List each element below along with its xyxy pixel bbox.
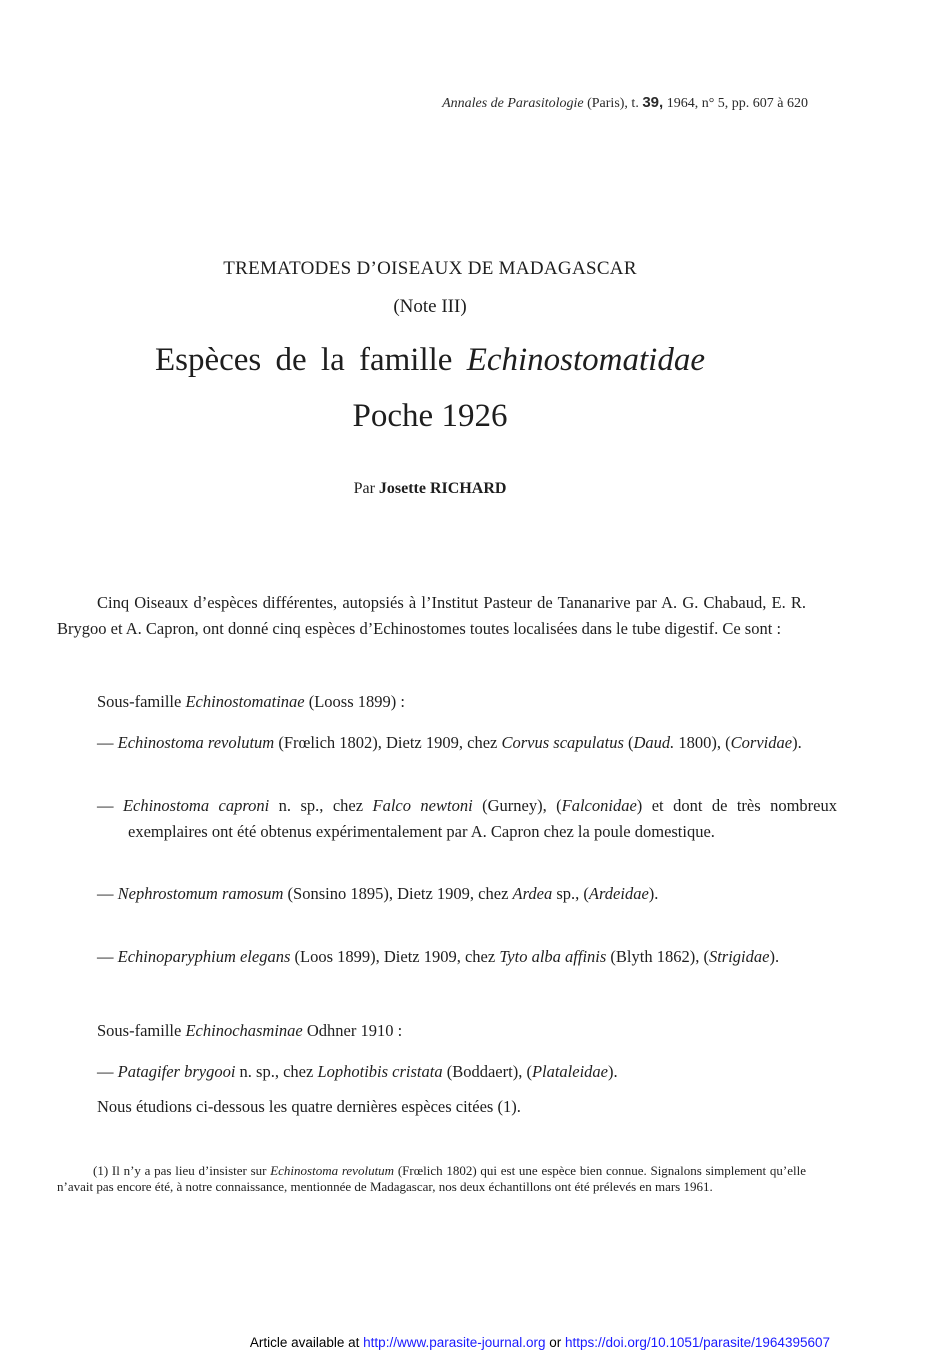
species-text: ). xyxy=(608,1062,618,1081)
species-text: 1800), ( xyxy=(674,733,731,752)
title-prefix: Espèces de la famille xyxy=(154,342,467,378)
species-name: Echinostoma revolutum xyxy=(117,733,275,752)
subfamily-suffix: (Looss 1899) : xyxy=(304,692,405,711)
species-text: (Blyth 1862), ( xyxy=(606,947,709,966)
note-label: (Note III) xyxy=(393,296,467,317)
journal-header xyxy=(442,94,808,112)
footnote-text: (1) Il n’y a pas lieu d’insister sur xyxy=(93,1163,271,1178)
journal-name: Annales de Parasitologie xyxy=(442,96,584,111)
host-name: Falco newtoni xyxy=(372,796,473,815)
author-name: Josette RICHARD xyxy=(378,480,507,497)
series-title: TREMATODES D’OISEAUX DE MADAGASCAR xyxy=(223,258,637,279)
host-name: Ardea xyxy=(512,884,553,903)
byline xyxy=(0,480,860,498)
dash: — xyxy=(97,884,118,903)
footer-or: or xyxy=(545,1335,566,1350)
host-family: Corvidae xyxy=(730,733,793,752)
journal-link[interactable]: http://www.parasite-journal.org xyxy=(363,1335,546,1350)
species-text: ). xyxy=(769,947,780,966)
conclusion-paragraph: Nous étudions ci-dessous les quatre dernières espèces citées (1). xyxy=(97,1097,521,1116)
journal-place: (Paris), t. xyxy=(583,96,643,111)
species-name: Patagifer brygooi xyxy=(117,1062,236,1081)
host-family: Ardeidae xyxy=(588,884,649,903)
dash: — xyxy=(97,947,118,966)
species-text: (Boddaert), ( xyxy=(442,1062,532,1081)
title-family: Echinostomatidae xyxy=(466,342,705,378)
species-text: (Gurney), ( xyxy=(472,796,562,815)
species-text: (Loos 1899), Dietz 1909, chez xyxy=(290,947,500,966)
host-family: Plataleidae xyxy=(531,1062,609,1081)
footnote-text: (Frœlich 1802) qui est une espèce bien connue. Signalons simplement qu’elle n’avait pas encore été, à notre connaissance, mentionnée de Madagascar, nos deux échantillons ont été prélevés en mars 1961. xyxy=(57,1163,806,1194)
host-family: Falconidae xyxy=(561,796,637,815)
dash: — xyxy=(97,733,118,752)
page-subtitle: Poche 1926 xyxy=(352,398,508,434)
host-name: Lophotibis cristata xyxy=(317,1062,443,1081)
species-text: sp., ( xyxy=(552,884,589,903)
species-text: ) et dont de très nombreux exemplaires ont été obtenus expérimentalement par A. Capron chez la poule domestique. xyxy=(128,796,837,841)
footnote-species: Echinostoma revolutum xyxy=(270,1163,395,1178)
species-text: (Sonsino 1895), Dietz 1909, chez xyxy=(283,884,513,903)
species-text: ). xyxy=(792,733,802,752)
species-text: n. sp., chez xyxy=(235,1062,318,1081)
species-name: Echinoparyphium elegans xyxy=(117,947,291,966)
subfamily-prefix: Sous-famille xyxy=(97,1021,186,1040)
dash: — xyxy=(97,1062,118,1081)
doi-link[interactable]: https://doi.org/10.1051/parasite/1964395607 xyxy=(565,1335,830,1350)
page-title xyxy=(0,342,860,379)
species-item xyxy=(97,1059,837,1085)
journal-volume: 39, xyxy=(642,94,664,111)
host-author: Daud. xyxy=(633,733,675,752)
journal-issue: 1964, n° 5, pp. 607 à 620 xyxy=(663,96,808,111)
subfamily-suffix: Odhner 1910 : xyxy=(302,1021,403,1040)
subfamily-name: Echinochasminae xyxy=(185,1021,303,1040)
footnote xyxy=(57,1163,806,1195)
species-item xyxy=(97,944,837,970)
intro-paragraph: Cinq Oiseaux d’espèces différentes, autopsiés à l’Institut Pasteur de Tananarive par A. G. Chabaud, E. R. Brygoo et A. Capron, ont donné cinq espèces d’Echinostomes toutes localisées dans le tube digestif. Ce sont : xyxy=(57,593,806,638)
host-family: Strigidae xyxy=(708,947,770,966)
article-availability xyxy=(250,1335,830,1350)
species-text: (Frœlich 1802), Dietz 1909, chez xyxy=(274,733,502,752)
subfamily-prefix: Sous-famille xyxy=(97,692,186,711)
species-item xyxy=(97,730,837,756)
species-item xyxy=(97,793,837,845)
species-name: Echinostoma caproni xyxy=(122,796,270,815)
footer-prefix: Article available at xyxy=(249,1335,364,1350)
species-text: ( xyxy=(623,733,634,752)
subfamily-heading xyxy=(97,692,405,712)
host-name: Tyto alba affinis xyxy=(499,947,607,966)
subfamily-heading xyxy=(97,1021,402,1041)
byline-par: Par xyxy=(353,480,379,497)
species-text: n. sp., chez xyxy=(269,796,373,815)
subfamily-name: Echinostomatinae xyxy=(185,692,305,711)
dash: — xyxy=(97,796,123,815)
host-name: Corvus scapulatus xyxy=(501,733,624,752)
species-name: Nephrostomum ramosum xyxy=(117,884,284,903)
species-item xyxy=(97,881,837,907)
species-text: ). xyxy=(648,884,659,903)
